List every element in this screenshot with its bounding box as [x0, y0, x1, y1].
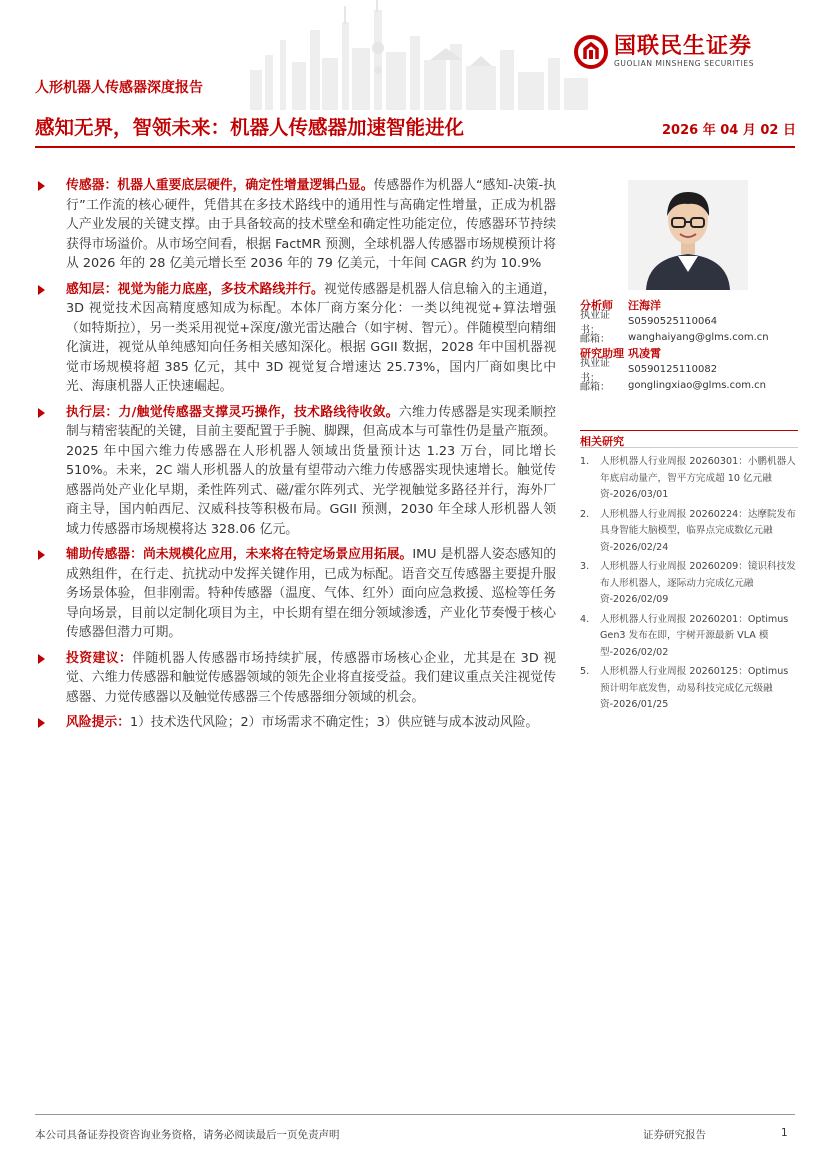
paragraph-lead: 风险提示：	[66, 715, 130, 730]
summary-paragraph	[36, 176, 556, 274]
header-band	[0, 0, 826, 148]
paragraph-text: 传感器作为机器人“感知-决策-执行”工作流的核心硬件，凭借其在多技术路线中的通用性与高确定性增量，正成为机器人产业发展的关键支撑。由于具备较高的技术壁垒和确定性功能定位，传感器环节持续获得市场溢价。从市场空间看，根据 FactMR 预测，全球机器人传感器市场规模预计将从 2026 年的 28 亿美元增长至 2036 年的 79 亿美元，十年间 CAGR 约为 10.9%	[66, 178, 557, 271]
bullet-arrow-icon	[38, 181, 45, 191]
analyst-name: 汪海洋	[628, 299, 661, 312]
related-research-title: 相关研究	[580, 430, 798, 448]
list-item-number: 5.	[580, 666, 590, 677]
footer-divider	[35, 1114, 795, 1115]
bullet-arrow-icon	[38, 718, 45, 728]
list-item[interactable]	[580, 559, 798, 609]
paragraph-lead: 辅助传感器：尚未规模化应用，未来将在特定场景应用拓展。	[66, 547, 413, 562]
analyst-photo	[628, 180, 748, 290]
assistant-license: S0590125110082	[628, 363, 718, 375]
list-item-text: 人形机器人行业周报 20260301：小鹏机器人年底启动量产，智平方完成超 10 亿元融资-2026/03/01	[600, 456, 796, 500]
summary-paragraph	[36, 649, 556, 708]
email-label: 邮箱：	[580, 333, 610, 345]
analyst-info	[580, 297, 798, 393]
bullet-arrow-icon	[38, 285, 45, 295]
summary-paragraph	[36, 280, 556, 397]
footer-disclaimer: 本公司具备证券投资咨询业务资格，请务必阅读最后一页免责声明	[35, 1129, 340, 1141]
paragraph-lead: 传感器：机器人重要底层硬件，确定性增量逻辑凸显。	[66, 178, 374, 193]
list-item[interactable]	[580, 612, 798, 662]
title-divider	[35, 146, 795, 148]
related-research-list	[580, 454, 798, 714]
analyst-role: 分析师	[580, 299, 613, 312]
list-item-number: 1.	[580, 456, 590, 467]
summary-paragraph	[36, 403, 556, 540]
analyst-email-row	[580, 329, 798, 345]
report-date: 2026 年 04 月 02 日	[662, 123, 796, 138]
list-item-number: 3.	[580, 561, 590, 572]
list-item[interactable]	[580, 454, 798, 504]
report-type: 人形机器人传感器深度报告	[35, 80, 203, 96]
list-item-text: 人形机器人行业周报 20260201：Optimus Gen3 发布在即，宇树开源最新 VLA 模型-2026/02/02	[600, 613, 789, 658]
list-item[interactable]	[580, 507, 798, 557]
bullet-arrow-icon	[38, 550, 45, 560]
assistant-name: 巩凌霄	[628, 347, 661, 360]
analyst-license: S0590525110064	[628, 315, 718, 327]
logo-name-cn: 国联民生证券	[614, 34, 753, 59]
list-item-text: 人形机器人行业周报 20260209：镜识科技发布人形机器人，逐际动力完成亿元融资-2026/02/09	[600, 561, 796, 605]
license-label: 执业证书：	[580, 310, 610, 336]
paragraph-text: 1）技术迭代风险；2）市场需求不确定性；3）供应链与成本波动风险。	[129, 715, 539, 730]
analyst-license-row	[580, 310, 798, 336]
page-number: 1	[781, 1127, 788, 1139]
assistant-license-row	[580, 358, 798, 384]
assistant-role: 研究助理	[580, 347, 624, 360]
bullet-arrow-icon	[38, 408, 45, 418]
logo-name-en: GUOLIAN MINSHENG SECURITIES	[614, 59, 755, 68]
assistant-email[interactable]: gonglingxiao@glms.com.cn	[628, 379, 766, 391]
analyst-email[interactable]: wanghaiyang@glms.com.cn	[628, 331, 769, 343]
list-item-text: 人形机器人行业周报 20260125：Optimus 预计明年底发售，动易科技完成亿元级融资-2026/01/25	[600, 666, 789, 710]
paragraph-lead: 感知层：视觉为能力底座，多技术路线并行。	[66, 281, 324, 297]
company-logo	[574, 30, 804, 74]
paragraph-text: 视觉传感器是机器人信息输入的主通道，3D 视觉技术因高精度感知成为标配。本体厂商方案分化：一类以纯视觉+算法增强（如特斯拉），另一类采用视觉+深度/激光雷达融合（如宇树、智元）。伴随模型向精细化演进，视觉从单纯感知向任务相关感知深化。根据 GGII 数据，2028 年中国机器视觉市场规模将超 385 亿元，其中 3D 视觉复合增速达 25.73%，国内厂商如奥比中光、海康机器人正快速崛起。	[66, 281, 557, 394]
license-label: 执业证书：	[580, 358, 610, 384]
list-item-number: 4.	[580, 613, 590, 625]
paragraph-text: 伴随机器人传感器市场持续扩展，传感器市场核心企业，尤其是在 3D 视觉、六维力传感器和触觉传感器领域的领先企业将直接受益。我们建议重点关注视觉传感器、力觉传感器以及触觉传感器三个传感器细分领域的机会。	[66, 650, 556, 705]
analyst-portrait-icon	[628, 180, 748, 290]
email-label: 邮箱：	[580, 381, 610, 393]
logo-mark-icon	[574, 35, 608, 69]
assistant-email-row	[580, 377, 798, 393]
list-item[interactable]	[580, 664, 798, 714]
summary-section	[36, 176, 556, 739]
related-research	[580, 430, 798, 717]
list-item-text: 人形机器人行业周报 20260224：达摩院发布具身智能大脑模型，临界点完成数亿元融资-2026/02/24	[600, 508, 796, 553]
list-item-number: 2.	[580, 508, 590, 520]
paragraph-text: 六维力传感器是实现柔顺控制与精密装配的关键，目前主要配置于手腕、脚踝，但高成本与可靠性仍是量产瓶颈。2025 年中国六维力传感器在人形机器人领域出货量预计达 1.23 万台，同比增长 510%。未来，2C 端人形机器人的放量有望带动六维力传感器实现快速增长。触觉传感器尚处产业化早期，柔性阵列式、磁/霍尔阵列式、光学视触觉多路径并行，海外厂商主导，国内帕西尼、汉威科技等积极布局。GGII 预测，2030 年全球人形机器人领域力传感器市场规模将达 328.06 亿元。	[66, 404, 557, 537]
summary-paragraph	[36, 713, 556, 733]
summary-paragraph	[36, 545, 556, 643]
paragraph-lead: 执行层：力/触觉传感器支撑灵巧操作，技术路线待收敛。	[66, 404, 399, 420]
paragraph-lead: 投资建议：	[66, 650, 133, 666]
report-title: 感知无界，智领未来：机器人传感器加速智能进化	[35, 116, 465, 139]
footer-doc-type: 证券研究报告	[643, 1129, 706, 1141]
paragraph-text: IMU 是机器人姿态感知的成熟组件，在行走、抗扰动中发挥关键作用，已成为标配。语音交互传感器主要提升服务场景体验，但非刚需。特种传感器（温度、气体、红外）面向应急救援、巡检等任务导向场景，目前以定制化项目为主，中长期有望在细分领域渗透，产业化节奏慢于核心传感器但潜力可期。	[66, 547, 556, 640]
bullet-arrow-icon	[38, 654, 45, 664]
